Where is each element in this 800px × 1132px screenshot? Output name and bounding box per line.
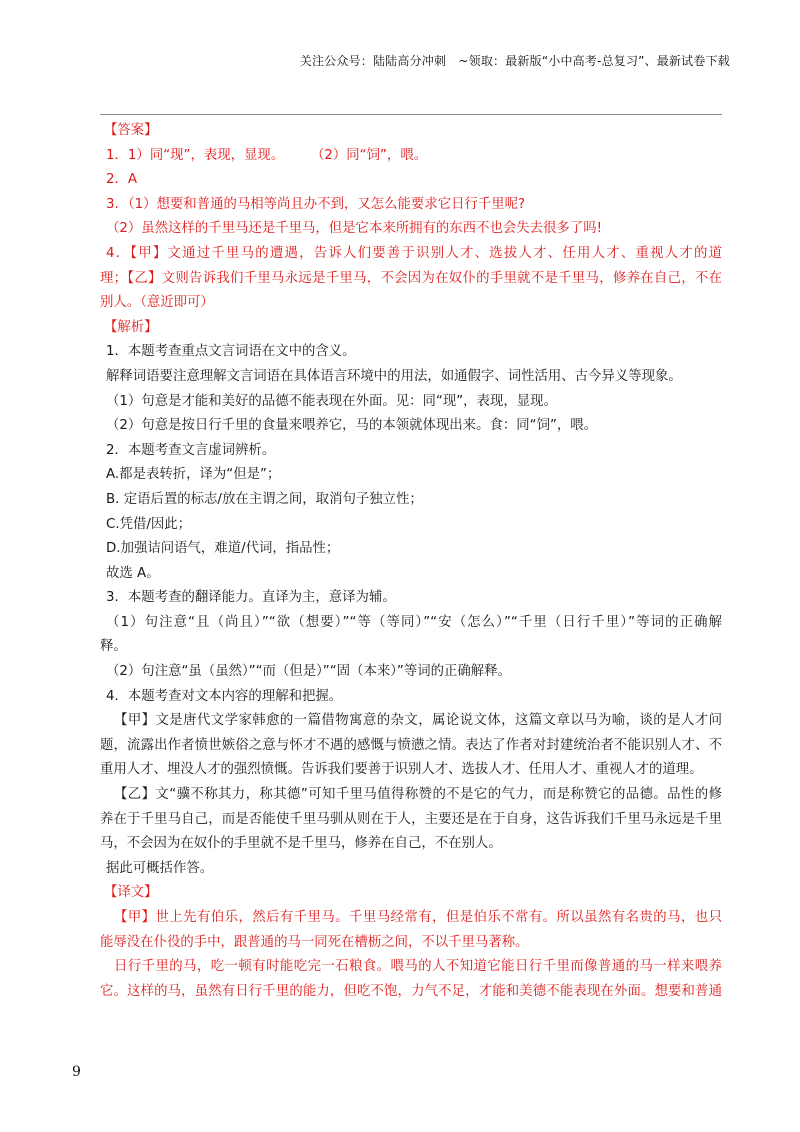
text-line: 3．本题考查的翻译能力。直译为主，意译为辅。 (106, 590, 396, 606)
text-line: 能辱没在仆役的手中，跟普通的马一同死在槽枥之间，不以千里马著称。 (100, 934, 529, 950)
text-line: D.加强诘问语气，难道/代词，指品性； (106, 541, 340, 557)
text-line: 养在于千里马自己，而是否能使千里马驯从则在于人，主要还是在于自身，这告诉我们千里马永远是千里 (100, 811, 722, 827)
text-line: 2．本题考查文言虚词辨析。 (106, 442, 276, 458)
text-line: 题，流露出作者愤世嫉俗之意与怀才不遇的感慨与愤懑之情。表达了作者对封建统治者不能识别人才、不 (100, 737, 722, 753)
text-line: 别人。（意近即可） (100, 295, 214, 311)
page-header: 关注公众号：陆陆高分冲刺 ~领取：最新版“小中高考-总复习”、最新试卷下载 (299, 54, 730, 68)
text-line: 释。 (100, 639, 127, 655)
text-line: 马，不会因为在奴仆的手里就不是千里马，修养在自己，不在别人。 (100, 836, 502, 852)
text-line: B. 定语后置的标志/放在主谓之间，取消句子独立性； (106, 491, 423, 507)
text-line: （2）句注意“虽（虽然）”“而（但是）”“固（本来）”等词的正确解释。 (106, 664, 511, 680)
text-line: （2）虽然这样的千里马还是千里马，但是它本来所拥有的东西不也会失去很多了吗! (106, 221, 602, 237)
text-line: 4．【甲】文通过千里马的遭遇，告诉人们要善于识别人才、选拔人才、任用人才、重视人才的道 (106, 245, 722, 261)
text-line: 据此可概括作答。 (106, 860, 214, 876)
text-line: 重用人才、埋没人才的强烈愤慨。告诉我们要善于识别人才、选拔人才、任用人才、重视人才的道理。 (100, 762, 703, 778)
text-line: 4．本题考查对文本内容的理解和把握。 (106, 688, 343, 704)
text-line: （2）句意是按日行千里的食量来喂养它，马的本领就体现出来。食：同“饲”，喂。 (106, 418, 598, 434)
text-line: （1）句意是才能和美好的品德不能表现在外面。见：同“现”，表现，显现。 (106, 393, 557, 409)
text-line: 它。这样的马，虽然有日行千里的能力，但吃不饱，力气不足，才能和美德不能表现在外面。想要和普通 (100, 983, 722, 999)
text-line: 【乙】文“骥不称其力，称其德”可知千里马值得称赞的不是它的气力，而是称赞它的品德。品性的修 (114, 787, 722, 803)
text-line: 1．本题考查重点文言词语在文中的含义。 (106, 344, 356, 360)
text-line: 3．（1）想要和普通的马相等尚且办不到，又怎么能要求它日行千里呢? (106, 196, 526, 212)
text-line: （1）句注意“且（尚且）”“欲（想要）”“等（等同）”“安（怎么）”“千里（日行千里）”等词的正确解 (106, 614, 722, 630)
text-line: 【译文】 (104, 885, 158, 901)
text-line: 理；【乙】文则告诉我们千里马永远是千里马，不会因为在奴仆的手里就不是千里马，修养在自己，不在 (100, 270, 722, 286)
text-line: 故选 A。 (106, 565, 160, 581)
text-line: C.凭借/因此； (106, 516, 192, 532)
text-line: 日行千里的马，吃一顿有时能吃完一石粮食。喂马的人不知道它能日行千里而像普通的马一样来喂养 (114, 959, 722, 975)
document-body (100, 119, 722, 1004)
text-line: 2．A (106, 172, 138, 188)
text-line: 解释词语要注意理解文言词语在具体语言环境中的用法，如通假字、词性活用、古今异义等现象。 (106, 368, 682, 384)
text-line: 1．1）同“现”，表现，显现。 （2）同“饲”，喂。 (106, 147, 428, 163)
page-number: 9 (72, 1064, 81, 1080)
text-line: A.都是表转折，译为“但是”； (106, 467, 281, 483)
text-line: 【答案】 (104, 123, 158, 138)
header-divider (100, 114, 722, 115)
text-line: 【甲】世上先有伯乐，然后有千里马。千里马经常有，但是伯乐不常有。所以虽然有名贵的马，也只 (114, 910, 722, 925)
text-line: 【解析】 (104, 319, 158, 335)
text-line: 【甲】文是唐代文学家韩愈的一篇借物寓意的杂文，属论说文体，这篇文章以马为喻，谈的是人才问 (114, 713, 722, 729)
